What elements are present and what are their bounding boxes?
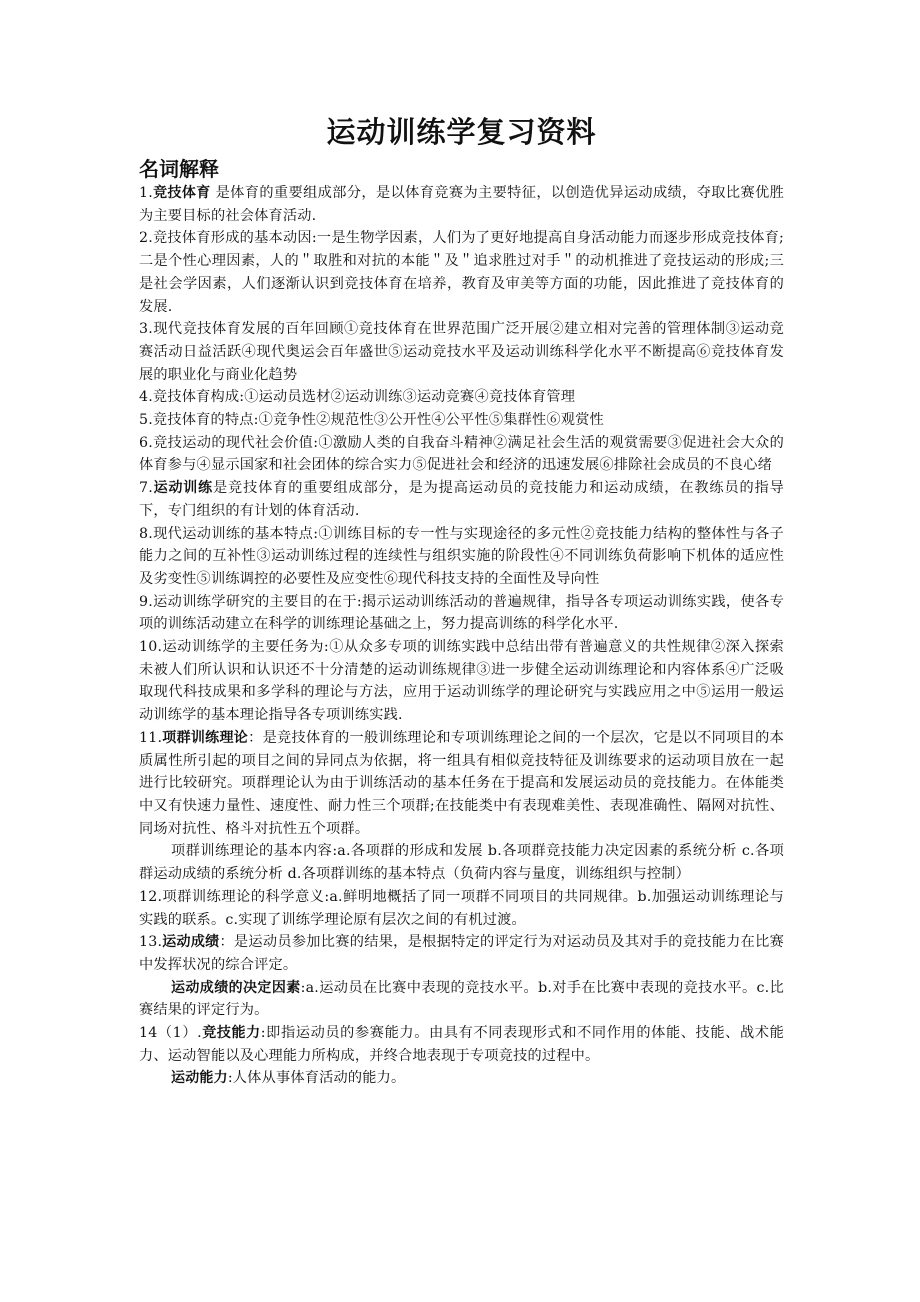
paragraph: [139, 727, 784, 841]
paragraph: [139, 318, 784, 386]
paragraph-text: 5.竞技体育的特点:①竞争性②规范性③公开性④公平性⑤集群性⑥观赏性: [139, 412, 604, 429]
document-page: [139, 112, 784, 1090]
document-title: 运动训练学复习资料: [326, 115, 597, 149]
paragraph-number: 1.: [139, 185, 153, 201]
paragraph-text: :即指运动员的参赛能力。由具有不同表现形式和不同作用的体能、技能、战术能力、运动智能以及心理能力所构成，并终合地表现于专项竞技的过程中。: [139, 1025, 784, 1064]
paragraph: [139, 409, 784, 432]
term-label: 项群训练理论: [162, 729, 249, 746]
paragraph: [139, 886, 784, 931]
term-label: 竞技能力: [201, 1025, 261, 1042]
paragraph: [139, 840, 784, 885]
term-label: 运动成绩: [162, 934, 220, 951]
paragraph-text: :a.运动员在比赛中表现的竞技水平。b.对手在比赛中表现的竞技水平。c.比赛结果的评定行为。: [139, 979, 784, 1019]
paragraph-text: 2.竞技体育形成的基本动因:一是生物学因素，人们为了更好地提高自身活动能力而逐步形成竞技体育;二是个性心理因素，人的＂取胜和对抗的本能＂及＂追求胜过对手＂的动机推进了竞技运动的形成;三是社会学因素，人们逐渐认识到竞技体育在培养，教育及审美等方面的功能，因此推进了竞技体育的发展.: [139, 230, 784, 315]
paragraph: [139, 931, 784, 976]
paragraph: [139, 227, 784, 318]
paragraph: [139, 1067, 784, 1090]
paragraph-number: 14（1）.: [139, 1025, 202, 1042]
paragraph-text: 3.现代竞技体育发展的百年回顾①竞技体育在世界范围广泛开展②建立相对完善的管理体制③运动竞赛活动日益活跃④现代奥运会百年盛世⑤运动竞技水平及运动训练科学化水平不断提高⑥竞技体育发展的职业化与商业化趋势: [139, 321, 784, 383]
paragraph-text: 8.现代运动训练的基本特点:①训练目标的专一性与实现途径的多元性②竞技能力结构的整体性与各子能力之间的互补性③运动训练过程的连续性与组织实施的阶段性④不同训练负荷影响下机体的适应性及劣变性⑤训练调控的必要性及应变性⑥现代科技支持的全面性及导向性: [139, 525, 784, 587]
paragraph-number: 13.: [139, 934, 163, 951]
term-label: 运动能力: [171, 1070, 228, 1087]
section-heading: 名词解释: [139, 157, 219, 181]
paragraph-text: 是体育的重要组成部分，是以体育竞赛为主要特征，以创造优异运动成绩，夺取比赛优胜为主要目标的社会体育活动.: [139, 185, 784, 224]
paragraph-text: 10.运动训练学的主要任务为:①从众多专项的训练实践中总结出带有普遍意义的共性规律②深入探索未被人们所认识和认识还不十分清楚的运动训练规律③进一步健全运动训练理论和内容体系④广泛吸取现代科技成果和多学科的理论与方法，应用于运动训练学的理论研究与实践应用之中⑤运用一般运动训练学的基本理论指导各专项训练实践.: [139, 639, 784, 724]
paragraph-number: 11.: [139, 729, 163, 746]
paragraph-list: [139, 182, 784, 1090]
paragraph: [139, 591, 784, 636]
term-label: 竞技体育: [152, 185, 211, 201]
paragraph-text: ：是竞技体育的一般训练理论和专项训练理论之间的一个层次，它是以不同项目的本质属性所引起的项目之间的异同点为依据，将一组具有相似竞技特征及训练要求的运动项目放在一起进行比较研究。项群理论认为由于训练活动的基本任务在于提高和发展运动员的竞技能力。在体能类中又有快速力量性、速度性、耐力性三个项群;在技能类中有表现难美性、表现准确性、隔网对抗性、同场对抗性、格斗对抗性五个项群。: [139, 729, 785, 837]
term-label: 运动训练: [152, 480, 214, 497]
paragraph-text: 12.项群训练理论的科学意义:a.鲜明地概括了同一项群不同项目的共同规律。b.加强运动训练理论与实践的联系。c.实现了训练学理论原有层次之间的有机过渡。: [139, 888, 784, 928]
paragraph-text: :人体从事体育活动的能力。: [227, 1070, 406, 1087]
paragraph: [139, 386, 784, 409]
paragraph-text: ：是运动员参加比赛的结果，是根据特定的评定行为对运动员及其对手的竞技能力在比赛中发挥状况的综合评定。: [139, 934, 784, 973]
paragraph: [139, 1022, 784, 1067]
term-label: 运动成绩的决定因素: [171, 979, 301, 996]
paragraph: [139, 477, 784, 522]
paragraph-text: 9.运动训练学研究的主要目的在于:揭示运动训练活动的普遍规律，指导各专项运动训练实践，使各专项的训练活动建立在科学的训练理论基础之上，努力提高训练的科学化水平.: [139, 593, 784, 633]
paragraph: [139, 432, 784, 477]
paragraph-text: 6.竞技运动的现代社会价值:①激励人类的自我奋斗精神②满足社会生活的观赏需要③促进社会大众的体育参与④显示国家和社会团体的综合实力⑤促进社会和经济的迅速发展⑥排除社会成员的不良心绪: [139, 434, 784, 474]
paragraph-number: 7.: [139, 480, 153, 497]
paragraph: [139, 523, 784, 591]
paragraph: [139, 182, 784, 227]
paragraph-text: 项群训练理论的基本内容:a.各项群的形成和发展 b.各项群竞技能力决定因素的系统分析 c.各项群运动成绩的系统分析 d.各项群训练的基本特点（负荷内容与量度，训练组织与控制）: [139, 843, 784, 883]
paragraph: [139, 636, 784, 727]
paragraph: [139, 977, 784, 1022]
paragraph-text: 4.竞技体育构成:①运动员选材②运动训练③运动竞赛④竞技体育管理: [139, 389, 576, 406]
paragraph-text: 是竞技体育的重要组成部分，是为提高运动员的竞技能力和运动成绩，在教练员的指导下，专门组织的有计划的体育活动.: [139, 480, 784, 519]
